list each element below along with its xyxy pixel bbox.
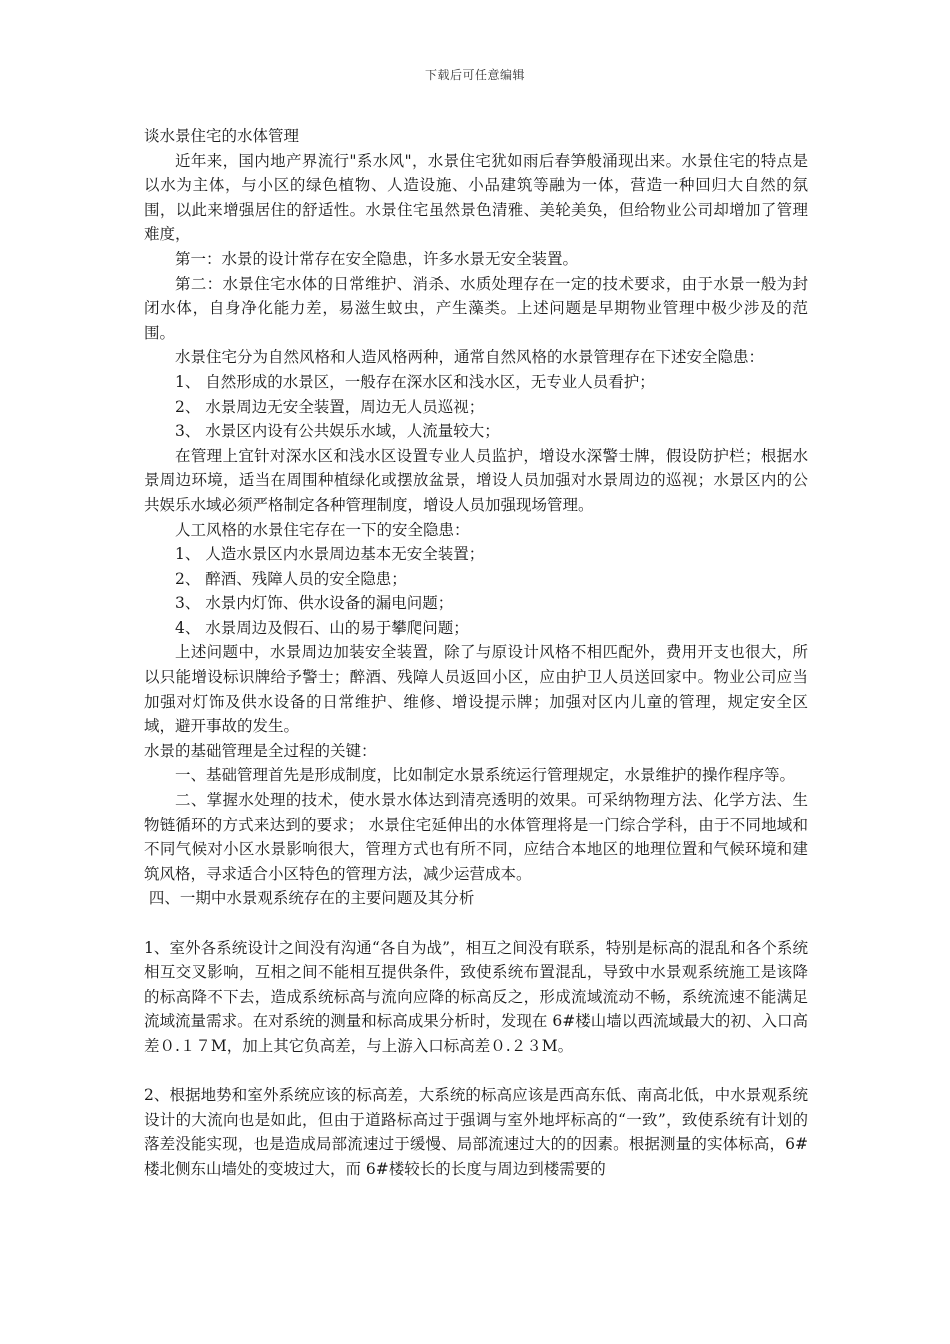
paragraph-styles: 水景住宅分为自然风格和人造风格两种，通常自然风格的水景管理存在下述安全隐患： bbox=[175, 348, 765, 367]
heading-section-four: 四、一期中水景观系统存在的主要问题及其分析 bbox=[144, 889, 475, 908]
paragraph-artificial: 人工风格的水景住宅存在一下的安全隐患： bbox=[175, 520, 470, 539]
paragraph-first-issue: 第一：水景的设计常存在安全隐患，许多水景无安全装置。 bbox=[175, 249, 579, 268]
document-title: 谈水景住宅的水体管理 bbox=[144, 127, 300, 145]
paragraph-second-issue: 第二：水景住宅水体的日常维护、消杀、水质处理存在一定的技术要求，由于水景一般为封闭水体，自身净化能力差，易滋生蚊虫，产生藻类。上述问题是早期物业管理中极少涉及的范围。 bbox=[144, 274, 808, 342]
document-body bbox=[144, 124, 808, 1182]
list-item: 2、 醉酒、残障人员的安全隐患； bbox=[175, 569, 407, 588]
paragraph-issue-two: 2、根据地势和室外系统应该的标高差，大系统的标高应该是西高东低、南高北低，中水景观系统设计的大流向也是如此，但由于道路标高过于强调与室外地坪标高的“一致”，致使系统有计划的落差没能实现，也是造成局部流速过于缓慢、局部流速过大的的因素。根据测量的实体标高，6#楼北侧东山墙处的变坡过大，而 6#楼较长的长度与周边到楼需要的 bbox=[144, 1086, 808, 1178]
paragraph-issue-one: 1、室外各系统设计之间没有沟通“各自为战”，相互之间没有联系，特别是标高的混乱和各个系统相互交叉影响，互相之间不能相互提供条件，致使系统布置混乱，导致中水景观系统施工是该降的标高降不下去，造成系统标高与流向应降的标高反之，形成流域流动不畅，系统流速不能满足流域流量需求。在对系统的测量和标高成果分析时，发现在 6#楼山墙以西流域最大的初、入口高差０.１７M，加上其它负高差，与上游入口标高差０.２３M。 bbox=[144, 938, 808, 1055]
paragraph-natural-management: 在管理上宜针对深水区和浅水区设置专业人员监护，增设水深警士牌，假设防护栏；根据水景周边环境，适当在周围种植绿化或摆放盆景，增设人员加强对水景周边的巡视；水景区内的公共娱乐水域必须严格制定各种管理制度，增设人员加强现场管理。 bbox=[144, 446, 808, 514]
paragraph-intro: 近年来，国内地产界流行"系水风"，水景住宅犹如雨后春笋般涌现出来。水景住宅的特点是以水为主体，与小区的绿色植物、人造设施、小品建筑等融为一体，营造一种回归大自然的氛围，以此来增强居住的舒适性。水景住宅虽然景色清雅、美轮美奂，但给物业公司却增加了管理难度， bbox=[144, 151, 808, 244]
list-item: 4、 水景周边及假石、山的易于攀爬问题； bbox=[175, 618, 469, 637]
list-item: 3、 水景区内设有公共娱乐水域，人流量较大； bbox=[175, 422, 500, 441]
paragraph-basic-two: 二、掌握水处理的技术，使水景水体达到清亮透明的效果。可采纳物理方法、化学方法、生物链循环的方式来达到的要求； 水景住宅延伸出的水体管理将是一门综合学科，由于不同地域和不同气候对小区水景影响很大，管理方式也有所不同，应结合本地区的地理位置和气候环境和建筑风格，寻求适合小区特色的管理方法，减少运营成本。 bbox=[144, 791, 808, 883]
list-item: 3、 水景内灯饰、供水设备的漏电问题； bbox=[175, 594, 454, 613]
blank-line bbox=[144, 1059, 808, 1084]
list-item: 1、 人造水景区内水景周边基本无安全装置； bbox=[175, 545, 485, 564]
paragraph-basic-one: 一、基础管理首先是形成制度，比如制定水景系统运行管理规定，水景维护的操作程序等。 bbox=[175, 766, 796, 785]
list-item: 2、 水景周边无安全装置，周边无人员巡视； bbox=[175, 397, 485, 416]
list-item: 1、 自然形成的水景区，一般存在深水区和浅水区，无专业人员看护； bbox=[175, 372, 655, 391]
blank-line bbox=[144, 911, 808, 936]
paragraph-artificial-management: 上述问题中，水景周边加装安全装置，除了与原设计风格不相匹配外，费用开支也很大，所以只能增设标识牌给予警士；醉酒、残障人员返回小区，应由护卫人员送回家中。物业公司应当加强对灯饰及供水设备的日常维护、维修、增设提示牌；加强对区内儿童的管理，规定安全区域，避开事故的发生。 bbox=[144, 643, 808, 736]
heading-basic-management: 水景的基础管理是全过程的关键： bbox=[144, 741, 377, 760]
header-note: 下载后可任意编辑 bbox=[424, 68, 525, 82]
